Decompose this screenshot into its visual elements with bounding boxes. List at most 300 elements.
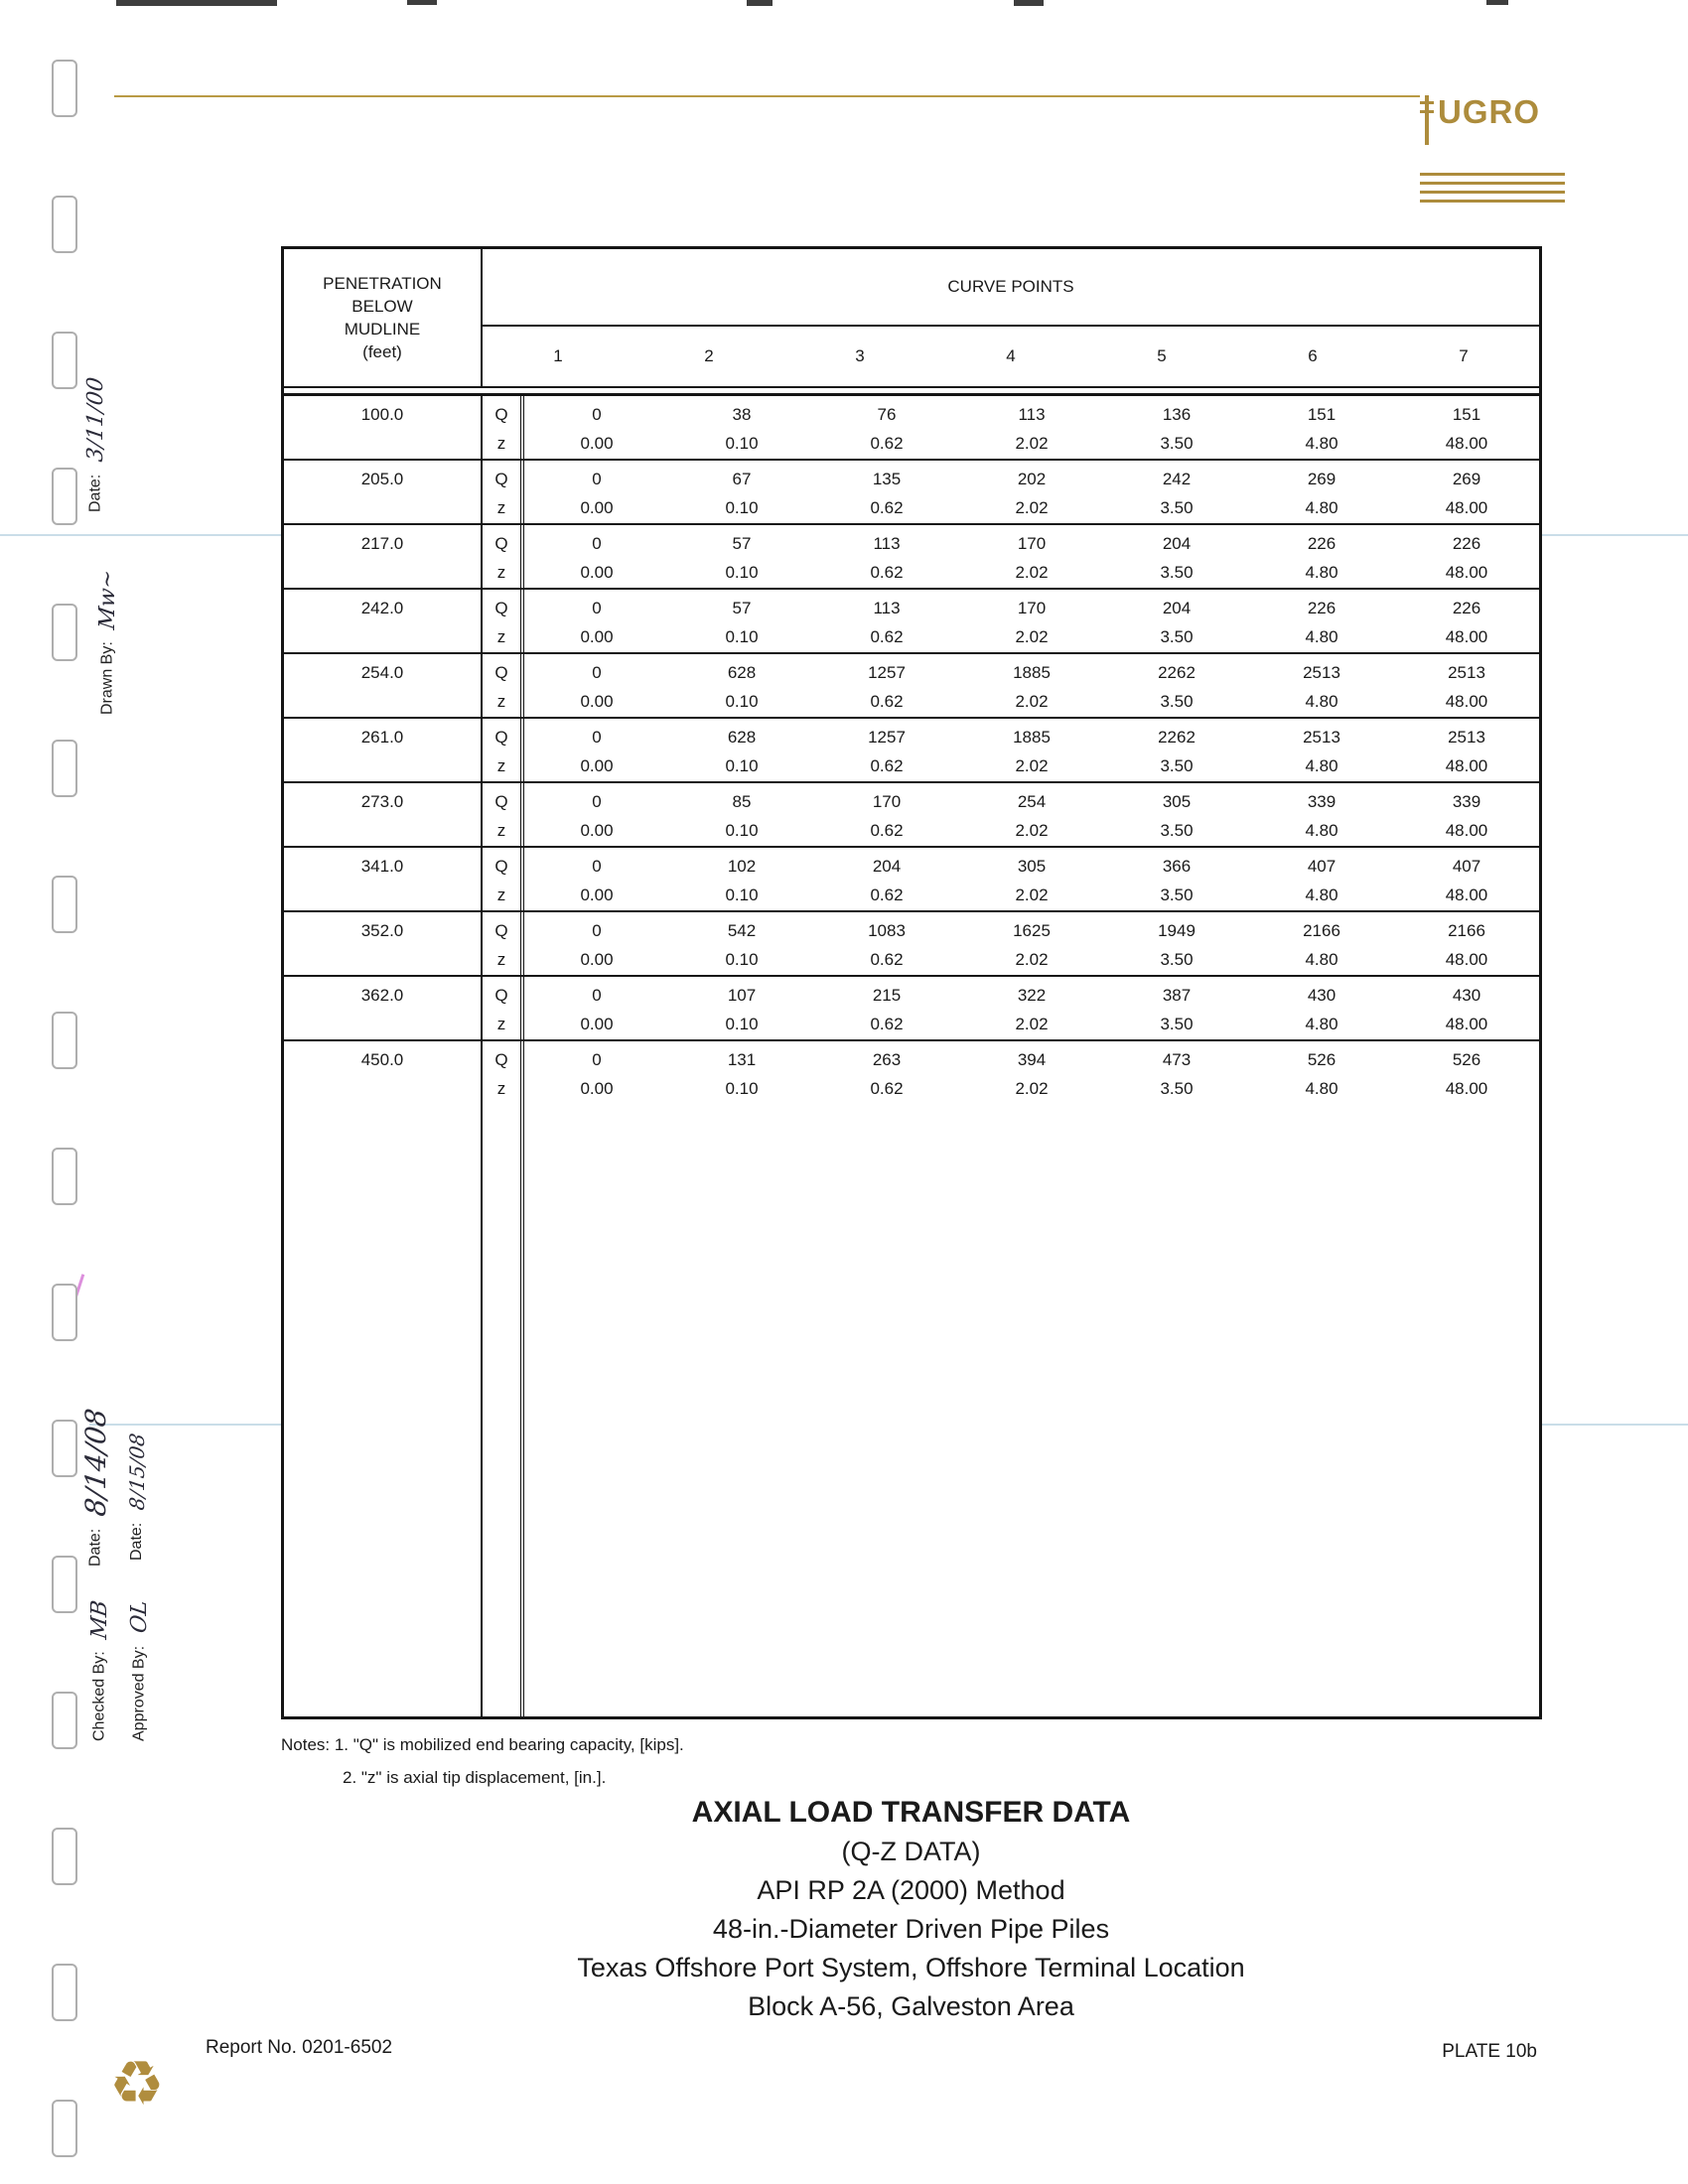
q-value: 226 [1452,599,1481,617]
q-value: 131 [727,1050,757,1069]
z-value: 3.50 [1160,563,1194,582]
q-value: 1949 [1158,921,1196,940]
qz-labels [483,1041,524,1106]
header-line: MUDLINE [344,320,421,339]
z-value: 3.50 [1160,886,1194,904]
q-label: Q [494,728,508,747]
qz-labels [483,848,524,910]
z-value: 48.00 [1445,1015,1488,1033]
z-value: 4.80 [1305,563,1338,582]
drawn-by-label: Drawn By: [98,641,116,715]
table-header [284,249,1539,388]
q-value: 407 [1307,857,1336,876]
binder-hole [52,1012,77,1069]
q-value: 407 [1452,857,1481,876]
q-value: 2166 [1303,921,1340,940]
approved-by-label: Approved By: [130,1645,148,1741]
header-line: (feet) [362,342,402,361]
q-value: 204 [1162,599,1192,617]
q-value: 0 [592,728,602,747]
q-value: 57 [732,599,752,617]
table-row [284,783,1539,848]
binder-hole [52,1148,77,1205]
q-value: 1885 [1013,728,1051,747]
z-value: 0.10 [725,563,759,582]
depth-value: 352.0 [284,912,483,975]
date-handwritten: 3/11/00 [83,375,108,465]
z-value: 2.02 [1015,498,1049,517]
curve-points-header [483,249,1539,386]
binder-hole [52,1420,77,1477]
q-value: 2513 [1303,728,1340,747]
z-value: 48.00 [1445,563,1488,582]
z-value: 0.62 [870,692,904,711]
z-value: 48.00 [1445,627,1488,646]
z-value: 4.80 [1305,498,1338,517]
q-value: 102 [727,857,757,876]
qz-labels [483,654,524,717]
z-value: 4.80 [1305,886,1338,904]
checked-by-signature: MB [87,1598,112,1641]
date-approved-annotation [125,1433,157,1561]
depth-value: 362.0 [284,977,483,1039]
z-value: 2.02 [1015,563,1049,582]
plate-number: PLATE 10b [1442,2041,1537,2062]
z-value: 4.80 [1305,821,1338,840]
table-row [284,461,1539,525]
z-value: 0.00 [580,434,614,453]
q-value: 0 [592,663,602,682]
binder-hole [52,60,77,117]
q-label: Q [494,534,508,553]
q-value: 305 [1162,792,1192,811]
z-value: 0.62 [870,1079,904,1098]
q-value: 0 [592,792,602,811]
location-line: Texas Offshore Port System, Offshore Terminal Location [577,1953,1245,1982]
binder-hole [52,1964,77,2021]
q-value: 1083 [868,921,906,940]
q-value: 0 [592,1050,602,1069]
q-value: 2513 [1303,663,1340,682]
table-filler [284,1106,1539,1716]
table-row [284,719,1539,783]
z-value: 4.80 [1305,627,1338,646]
z-label: z [496,886,506,904]
q-value: 151 [1452,405,1481,424]
scan-artifact [407,0,437,5]
z-value: 2.02 [1015,950,1049,969]
curve-values [524,654,1539,717]
date-handwritten: 8/15/08 [125,1432,149,1512]
z-value: 3.50 [1160,692,1194,711]
q-value: 1257 [868,728,906,747]
q-value: 339 [1307,792,1336,811]
depth-value: 242.0 [284,590,483,652]
z-value: 48.00 [1445,434,1488,453]
qz-labels [483,461,524,523]
depth-value: 100.0 [284,396,483,459]
depth-value: 254.0 [284,654,483,717]
z-value: 0.00 [580,692,614,711]
header-double-rule [284,388,1539,396]
table-row [284,396,1539,461]
binder-hole [52,468,77,525]
curve-values [524,977,1539,1039]
q-label: Q [494,986,508,1005]
table-row [284,912,1539,977]
z-value: 4.80 [1305,950,1338,969]
depth-value: 273.0 [284,783,483,846]
scan-artifact [1014,0,1044,6]
qz-labels [483,783,524,846]
table-row [284,525,1539,590]
z-value: 0.62 [870,498,904,517]
binder-hole [52,1556,77,1613]
table-row [284,1041,1539,1106]
q-value: 38 [732,405,752,424]
curve-values [524,912,1539,975]
table-row [284,848,1539,912]
q-value: 204 [1162,534,1192,553]
z-value: 0.10 [725,886,759,904]
z-label: z [496,950,506,969]
q-value: 628 [727,663,757,682]
z-value: 4.80 [1305,1079,1338,1098]
z-value: 0.00 [580,886,614,904]
qz-labels [483,590,524,652]
recycle-icon: ♻ [109,2050,165,2118]
z-value: 4.80 [1305,692,1338,711]
z-value: 2.02 [1015,886,1049,904]
q-value: 322 [1017,986,1047,1005]
z-value: 2.02 [1015,1015,1049,1033]
z-value: 0.00 [580,1079,614,1098]
logo-wave-lines [1420,167,1565,203]
z-value: 0.10 [725,627,759,646]
q-label: Q [494,1050,508,1069]
header-line: BELOW [352,297,413,316]
scan-artifact [116,0,277,6]
pile-line: 48-in.-Diameter Driven Pipe Piles [712,1914,1110,1944]
z-value: 2.02 [1015,627,1049,646]
drawn-by-signature: Mw~ [95,568,120,631]
binder-hole [52,604,77,661]
z-value: 0.10 [725,692,759,711]
z-value: 48.00 [1445,498,1488,517]
date-handwritten: 8/14/08 [79,1407,112,1519]
q-value: 242 [1162,470,1192,488]
z-value: 3.50 [1160,1079,1194,1098]
plate-subtitle: (Q-Z DATA) [841,1837,981,1866]
z-value: 2.02 [1015,756,1049,775]
curve-point-number: 4 [1006,346,1016,365]
report-number: Report No. 0201-6502 [206,2037,393,2058]
z-value: 2.02 [1015,692,1049,711]
approved-by-signature: OL [127,1599,152,1636]
header-rule [114,95,1420,97]
qz-labels [483,719,524,781]
z-value: 0.00 [580,627,614,646]
q-value: 387 [1162,986,1192,1005]
q-value: 1625 [1013,921,1051,940]
q-label: Q [494,470,508,488]
z-value: 48.00 [1445,950,1488,969]
q-value: 107 [727,986,757,1005]
z-label: z [496,1015,506,1033]
q-value: 0 [592,986,602,1005]
note-line-2: 2. "z" is axial tip displacement, [in.]. [343,1768,607,1787]
z-value: 3.50 [1160,1015,1194,1033]
plate-title: AXIAL LOAD TRANSFER DATA [691,1796,1131,1829]
table-row [284,590,1539,654]
q-value: 136 [1162,405,1192,424]
q-value: 2513 [1448,663,1485,682]
q-value: 305 [1017,857,1047,876]
block-line: Block A-56, Galveston Area [748,1991,1074,2021]
q-value: 430 [1307,986,1336,1005]
q-value: 526 [1307,1050,1336,1069]
z-value: 2.02 [1015,1079,1049,1098]
date-label: Date: [128,1522,145,1561]
z-value: 4.80 [1305,1015,1338,1033]
z-value: 0.00 [580,563,614,582]
q-value: 0 [592,534,602,553]
curve-point-number: 2 [704,346,714,365]
q-label: Q [494,405,508,424]
logo-text: UGRO [1438,93,1540,130]
q-label: Q [494,921,508,940]
z-label: z [496,434,506,453]
qz-labels [483,912,524,975]
z-value: 4.80 [1305,756,1338,775]
method-line: API RP 2A (2000) Method [757,1875,1065,1905]
binder-hole [52,2100,77,2157]
q-value: 0 [592,405,602,424]
q-label: Q [494,792,508,811]
curve-values [524,396,1539,459]
q-value: 0 [592,857,602,876]
q-value: 269 [1307,470,1336,488]
qz-labels [483,396,524,459]
derrick-icon [1420,95,1434,145]
q-value: 1885 [1013,663,1051,682]
q-value: 113 [873,599,901,617]
filler-qz-cell [483,1106,524,1716]
z-value: 0.62 [870,756,904,775]
qz-labels [483,525,524,588]
q-value: 542 [727,921,757,940]
q-label: Q [494,663,508,682]
z-value: 48.00 [1445,692,1488,711]
z-value: 0.62 [870,950,904,969]
q-label: Q [494,599,508,617]
filler-depth-cell [284,1106,483,1716]
z-value: 3.50 [1160,950,1194,969]
q-value: 628 [727,728,757,747]
curve-values [524,719,1539,781]
z-value: 0.10 [725,1015,759,1033]
q-value: 526 [1452,1050,1481,1069]
z-value: 0.10 [725,950,759,969]
table-row [284,977,1539,1041]
q-value: 204 [872,857,902,876]
q-value: 76 [877,405,897,424]
date-label: Date: [86,474,104,512]
scan-artifact [747,0,773,6]
z-value: 0.10 [725,498,759,517]
binder-hole [52,740,77,797]
q-value: 226 [1307,599,1336,617]
curve-values [524,461,1539,523]
q-value: 254 [1017,792,1047,811]
z-value: 0.62 [870,1015,904,1033]
q-value: 473 [1162,1050,1192,1069]
z-value: 0.10 [725,434,759,453]
curve-values [524,525,1539,588]
q-value: 202 [1017,470,1047,488]
binder-hole [52,196,77,253]
z-value: 48.00 [1445,756,1488,775]
curve-point-number: 5 [1157,346,1167,365]
q-value: 113 [873,534,901,553]
q-value: 85 [732,792,752,811]
drawn-by-annotation [95,570,127,715]
z-value: 3.50 [1160,756,1194,775]
curve-values [524,783,1539,846]
q-value: 170 [1017,599,1047,617]
date-label: Date: [86,1528,104,1567]
binder-hole [52,876,77,933]
z-value: 0.00 [580,1015,614,1033]
depth-value: 217.0 [284,525,483,588]
scan-artifact [1486,0,1508,5]
z-value: 0.00 [580,821,614,840]
penetration-header [284,249,483,386]
q-value: 151 [1307,405,1336,424]
q-value: 170 [872,792,902,811]
curve-values [524,848,1539,910]
curve-point-number: 6 [1308,346,1318,365]
z-label: z [496,692,506,711]
curve-values [524,1041,1539,1106]
checked-by-annotation [87,1600,119,1741]
table-row [284,654,1539,719]
q-value: 263 [872,1050,902,1069]
curve-values [524,590,1539,652]
q-value: 0 [592,599,602,617]
qz-table [281,246,1542,1719]
curve-point-number: 7 [1459,346,1469,365]
z-value: 3.50 [1160,821,1194,840]
q-value: 0 [592,921,602,940]
binder-hole [52,1828,77,1885]
z-value: 48.00 [1445,886,1488,904]
q-value: 1257 [868,663,906,682]
z-value: 48.00 [1445,1079,1488,1098]
q-value: 269 [1452,470,1481,488]
q-value: 215 [872,986,902,1005]
q-value: 394 [1017,1050,1047,1069]
z-value: 0.00 [580,756,614,775]
q-label: Q [494,857,508,876]
q-value: 170 [1017,534,1047,553]
q-value: 430 [1452,986,1481,1005]
z-label: z [496,756,506,775]
binder-hole [52,1284,77,1341]
z-value: 0.10 [725,1079,759,1098]
q-value: 226 [1452,534,1481,553]
z-value: 3.50 [1160,627,1194,646]
curve-point-number: 1 [553,346,563,365]
curve-points-label: CURVE POINTS [483,249,1539,327]
z-label: z [496,821,506,840]
q-value: 2513 [1448,728,1485,747]
q-value: 2262 [1158,728,1196,747]
curve-point-numbers [483,327,1539,386]
title-block [281,1793,1541,2026]
z-value: 0.62 [870,886,904,904]
q-value: 113 [1018,405,1046,424]
z-label: z [496,498,506,517]
z-value: 0.10 [725,756,759,775]
notes [281,1733,684,1789]
filler-values-cell [524,1106,1539,1716]
q-value: 2166 [1448,921,1485,940]
z-value: 0.10 [725,821,759,840]
z-label: z [496,1079,506,1098]
q-value: 226 [1307,534,1336,553]
q-value: 67 [732,470,752,488]
approved-by-annotation [127,1601,159,1741]
date-drawn-annotation [83,377,115,512]
date-checked-annotation [79,1409,111,1567]
z-value: 0.62 [870,627,904,646]
z-value: 0.00 [580,950,614,969]
z-label: z [496,563,506,582]
q-value: 366 [1162,857,1192,876]
z-value: 0.00 [580,498,614,517]
depth-value: 341.0 [284,848,483,910]
z-value: 3.50 [1160,498,1194,517]
depth-value: 261.0 [284,719,483,781]
curve-point-number: 3 [855,346,865,365]
q-value: 135 [872,470,902,488]
note-line-1: Notes: 1. "Q" is mobilized end bearing capacity, [kips]. [281,1735,684,1754]
checked-by-label: Checked By: [90,1651,108,1741]
z-value: 48.00 [1445,821,1488,840]
z-value: 2.02 [1015,821,1049,840]
q-value: 0 [592,470,602,488]
z-value: 0.62 [870,434,904,453]
z-value: 2.02 [1015,434,1049,453]
z-value: 0.62 [870,821,904,840]
depth-value: 205.0 [284,461,483,523]
q-value: 339 [1452,792,1481,811]
z-label: z [496,627,506,646]
z-value: 4.80 [1305,434,1338,453]
depth-value: 450.0 [284,1041,483,1106]
z-value: 3.50 [1160,434,1194,453]
q-value: 57 [732,534,752,553]
fugro-logo [1420,93,1565,203]
binder-hole [52,332,77,389]
z-value: 0.62 [870,563,904,582]
header-line: PENETRATION [323,274,442,293]
binder-hole [52,1692,77,1749]
q-value: 2262 [1158,663,1196,682]
qz-rows [284,396,1539,1106]
qz-labels [483,977,524,1039]
